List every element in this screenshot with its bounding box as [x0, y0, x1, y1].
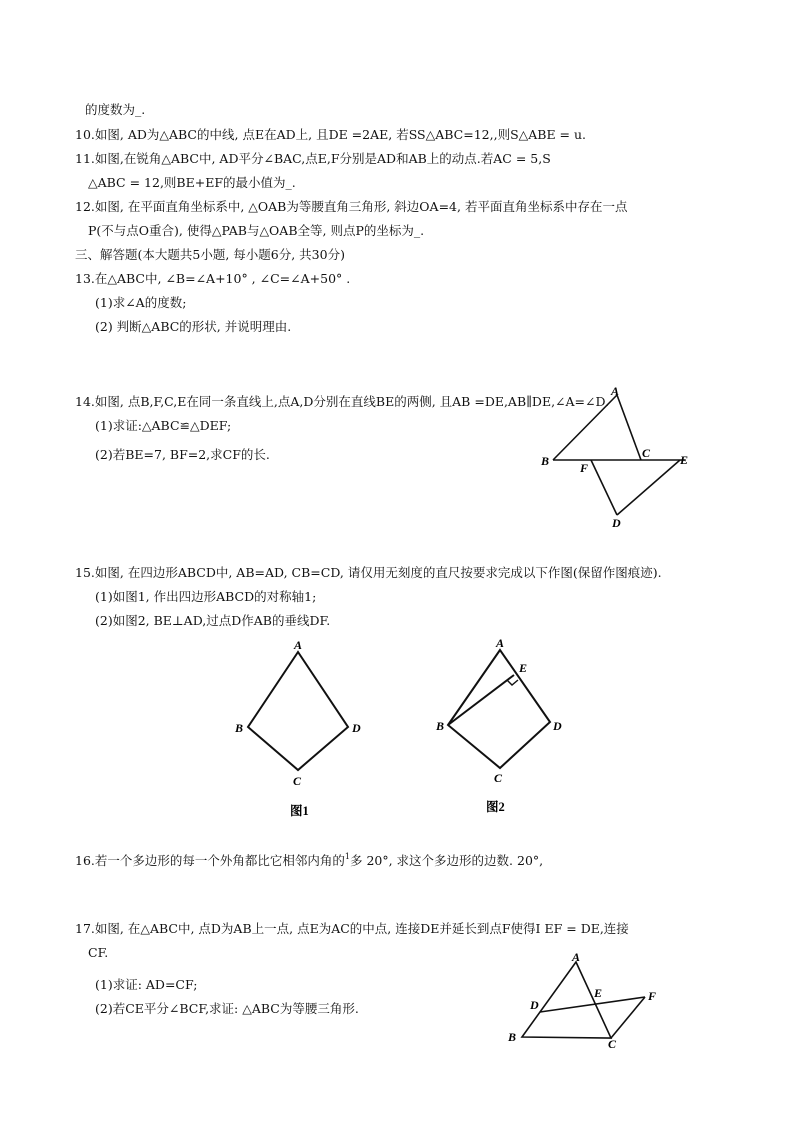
section-3-heading: 三、解答题(本大题共5小题, 每小题6分, 共30分) — [75, 247, 345, 262]
point-label-d: D — [352, 721, 361, 735]
point-label-a: A — [611, 384, 620, 398]
q12-line2: P(不与点O重合), 使得△PAB与△OAB全等, 则点P的坐标为_. — [88, 223, 425, 238]
point-label-c: C — [642, 446, 651, 460]
q12-line1: 12.如图, 在平面直角坐标系中, △OAB为等腰直角三角形, 斜边OA=4, 若平面直角坐标系中存在一点 — [75, 199, 628, 214]
point-label-a: A — [496, 636, 505, 650]
figure-caption: 图2 — [486, 800, 505, 814]
point-label-d: D — [612, 516, 621, 530]
q16-text-start: 16.若一个多边形的每一个外角都比它相邻内角的 — [75, 853, 345, 868]
point-label-a: A — [572, 950, 581, 964]
q16 — [75, 849, 543, 869]
q9-tail: 的度数为_. — [85, 102, 146, 117]
point-label-c: C — [494, 771, 503, 785]
q15-part2: (2)如图2, BE⊥AD,过点D作AB的垂线DF. — [95, 613, 331, 628]
point-label-a: A — [294, 638, 303, 652]
point-label-b: B — [508, 1030, 517, 1044]
figure-q15-1 — [230, 640, 370, 820]
q14-part1: (1)求证:△ABC≌△DEF; — [95, 418, 232, 433]
q16-text-end: 多 20°, 求这个多边形的边数. 20°, — [349, 853, 544, 868]
q13-part1: (1)求∠A的度数; — [95, 295, 187, 310]
point-label-d: D — [553, 719, 562, 733]
q17-part2: (2)若CE平分∠BCF,求证: △ABC为等腰三角形. — [95, 1001, 359, 1016]
q17-line1: 17.如图, 在△ABC中, 点D为AB上一点, 点E为AC的中点, 连接DE并延长到点F使得I EF = DE,连接 — [75, 921, 629, 936]
q15-part1: (1)如图1, 作出四边形ABCD的对称轴1; — [95, 589, 317, 604]
q11-line2: △ABC = 12,则BE+EF的最小值为_. — [88, 175, 296, 190]
q16-fraction: 1 — [344, 852, 350, 861]
q13-part2: (2) 判断△ABC的形状, 并说明理由. — [95, 319, 292, 334]
figure-q14 — [535, 385, 695, 530]
q15: 15.如图, 在四边形ABCD中, AB=AD, CB=CD, 请仅用无刻度的直尺按要求完成以下作图(保留作图痕迹). — [75, 565, 662, 580]
q10: 10.如图, AD为△ABC的中线, 点E在AD上, 且DE =2AE, 若SS△ABC=12,,则S△ABE = u. — [75, 127, 587, 142]
figure-caption: 图1 — [290, 804, 309, 818]
point-label-b: B — [436, 719, 445, 733]
q13: 13.在△ABC中, ∠B=∠A+10° , ∠C=∠A+50° . — [75, 271, 351, 286]
point-label-b: B — [541, 454, 550, 468]
q11-line1: 11.如图,在锐角△ABC中, AD平分∠BAC,点E,F分别是AD和AB上的动点.若AC = 5,S — [75, 151, 551, 166]
q17-part1: (1)求证: AD=CF; — [95, 977, 198, 992]
point-label-f: F — [580, 461, 589, 475]
q17-line2: CF. — [88, 945, 109, 960]
point-label-f: F — [648, 989, 657, 1003]
point-label-c: C — [608, 1037, 617, 1051]
figure-q15-2 — [432, 636, 572, 820]
point-label-c: C — [293, 774, 302, 788]
point-label-e: E — [594, 986, 603, 1000]
figure-q17 — [500, 950, 675, 1055]
point-label-d: D — [530, 998, 539, 1012]
point-label-e: E — [680, 453, 689, 467]
q14-part2: (2)若BE=7, BF=2,求CF的长. — [95, 447, 270, 462]
point-label-e: E — [519, 661, 528, 675]
q14: 14.如图, 点B,F,C,E在同一条直线上,点A,D分别在直线BE的两侧, 且AB =DE,AB∥DE,∠A=∠D. — [75, 394, 610, 409]
point-label-b: B — [235, 721, 244, 735]
